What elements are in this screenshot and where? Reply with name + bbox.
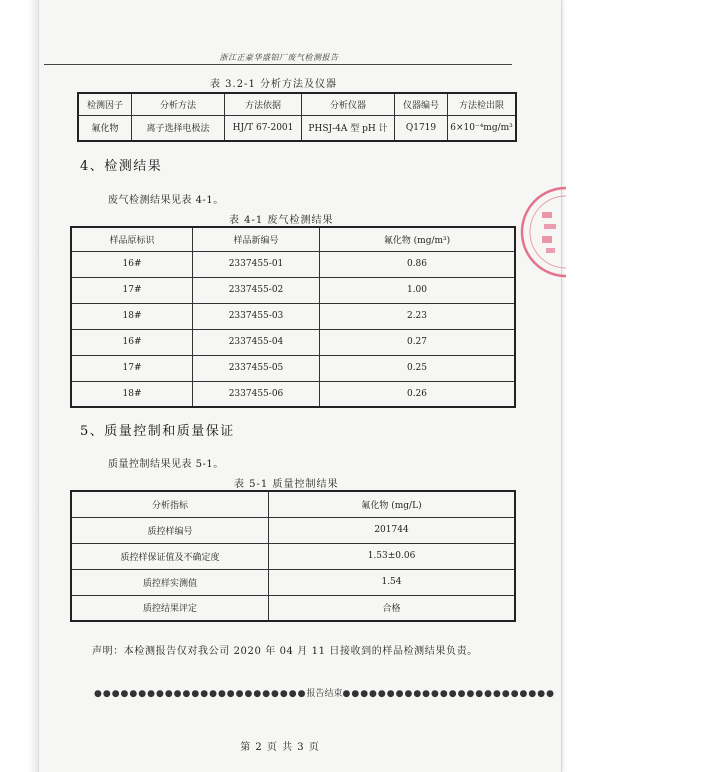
table-cell: 1.54 <box>269 569 516 595</box>
table-cell: PHSJ-4A 型 pH 计 <box>302 115 395 141</box>
declaration: 声明：本检测报告仅对我公司 2020 年 04 月 11 日接收到的样品检测结果负责。 <box>92 646 478 657</box>
table-5-1-caption: 表 5-1 质量控制结果 <box>234 479 339 490</box>
report-header: 浙江正豪华盛铝厂废气检测报告 <box>219 53 339 62</box>
table-row <box>71 355 515 381</box>
dotted-rule: ●●●●●●●●●●●●●●●●●●●●●●●● <box>94 689 307 699</box>
table-cell: 0.26 <box>320 381 516 407</box>
table-header: 方法依据 <box>225 93 302 115</box>
table-header: 分析方法 <box>132 93 225 115</box>
table-cell: 质控样保证值及不确定度 <box>71 543 269 569</box>
table-cell: 质控结果评定 <box>71 595 269 621</box>
table-cell: 18# <box>71 303 193 329</box>
table-row <box>71 303 515 329</box>
table-cell: Q1719 <box>395 115 448 141</box>
table-row <box>71 569 515 595</box>
table-row <box>71 277 515 303</box>
table-cell: HJ/T 67-2001 <box>225 115 302 141</box>
table-cell: 16# <box>71 329 193 355</box>
table-cell: 氟化物 <box>78 115 132 141</box>
quality-control-table <box>70 490 516 622</box>
table-header: 仪器编号 <box>395 93 448 115</box>
page-edge <box>28 0 38 772</box>
table-row <box>71 251 515 277</box>
table-4-1-caption: 表 4-1 废气检测结果 <box>229 215 334 226</box>
table-cell: 0.27 <box>320 329 516 355</box>
report-end <box>94 686 555 699</box>
page-footer: 第 2 页 共 3 页 <box>240 742 320 753</box>
section-4-heading: 4、检测结果 <box>80 159 163 174</box>
table-row <box>71 381 515 407</box>
table-cell: 16# <box>71 251 193 277</box>
table-cell: 17# <box>71 277 193 303</box>
table-header: 分析仪器 <box>302 93 395 115</box>
table-row <box>71 595 515 621</box>
table-cell: 离子选择电极法 <box>132 115 225 141</box>
methods-table <box>77 92 517 142</box>
table-header: 方法检出限 <box>448 93 517 115</box>
table-row <box>71 491 515 517</box>
table-cell: 6×10⁻⁴mg/m³ <box>448 115 517 141</box>
table-cell: 17# <box>71 355 193 381</box>
section-4-intro: 废气检测结果见表 4-1。 <box>108 195 224 206</box>
table-header: 样品原标识 <box>71 227 193 251</box>
table-cell: 0.25 <box>320 355 516 381</box>
table-cell: 分析指标 <box>71 491 269 517</box>
table-row <box>78 115 516 141</box>
table-header: 检测因子 <box>78 93 132 115</box>
table-cell: 1.53±0.06 <box>269 543 516 569</box>
table-cell: 2337455-04 <box>193 329 320 355</box>
table-cell: 质控样实测值 <box>71 569 269 595</box>
table-cell: 氟化物 (mg/L) <box>269 491 516 517</box>
dotted-rule: ●●●●●●●●●●●●●●●●●●●●●●●● <box>342 689 555 699</box>
table-cell: 2337455-03 <box>193 303 320 329</box>
table-cell: 2337455-01 <box>193 251 320 277</box>
table-cell: 0.86 <box>320 251 516 277</box>
table-row <box>71 517 515 543</box>
table-row <box>71 543 515 569</box>
table-cell: 2337455-05 <box>193 355 320 381</box>
table-header: 样品新编号 <box>193 227 320 251</box>
table-cell: 2337455-02 <box>193 277 320 303</box>
section-5-heading: 5、质量控制和质量保证 <box>80 424 235 439</box>
results-table <box>70 226 516 408</box>
table-cell: 2337455-06 <box>193 381 320 407</box>
table-cell: 合格 <box>269 595 516 621</box>
seal-stamp-icon <box>518 184 566 280</box>
table-3-2-1-caption: 表 3.2-1 分析方法及仪器 <box>210 79 338 90</box>
table-cell: 18# <box>71 381 193 407</box>
table-cell: 质控样编号 <box>71 517 269 543</box>
end-label: 报告结束 <box>306 689 343 699</box>
table-cell: 1.00 <box>320 277 516 303</box>
header-rule <box>44 64 512 65</box>
table-row <box>71 329 515 355</box>
table-cell: 2.23 <box>320 303 516 329</box>
table-header: 氟化物 (mg/m³) <box>320 227 516 251</box>
section-5-intro: 质量控制结果见表 5-1。 <box>108 459 224 470</box>
table-cell: 201744 <box>269 517 516 543</box>
